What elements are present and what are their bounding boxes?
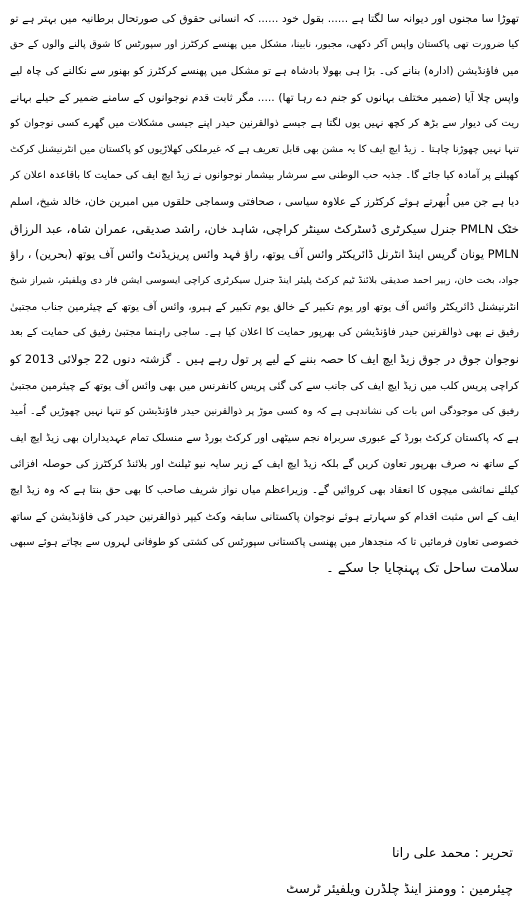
article-line: کھیلنے پر آمادہ کیا جائے گا۔ جذبہ حب الوطنی سے سرشار بیشمار نوجوانوں نے زیڈ ایچ ایف کی حمایت کا باقاعدہ اعلان کر: [10, 170, 519, 182]
article-line: خٹک PMLN جنرل سیکرٹری ڈسٹرکٹ سینٹر کراچی، شاہد خان، راشد صدیقی، عمران شاہ، عبد الرزاق: [10, 221, 519, 236]
article-line: کیلئے نمائشی میچوں کا انعقاد بھی کروائیں گے۔ وزیراعظم میاں نواز شریف صاحب کا بھی حق بنتا ہے کہ وہ زیڈ ایچ: [10, 484, 519, 497]
article-line: واپس چلا آیا (ضمیر مختلف بہانوں کو جنم دے رہا تھا) ..... مگر ثابت قدم نوجوانوں کے سامنے ضمیر کے حیلے بہانے: [10, 90, 519, 104]
article-line: تنہا نہیں چھوڑنا چاہتا ۔ زیڈ ایچ ایف کا یہ مشن بھی قابل تعریف ہے کہ غیرملکی کھلاڑیوں کو پاکستان میں انٹرنیشنل کرکٹ: [10, 143, 519, 155]
article-line: خصوصی تعاون فرمائیں تا کہ منجدھار میں پھنسی پاکستانی سپورٹس کی کشتی کو طوفانی لہروں سے بچاتے ہوئے سبھی: [10, 536, 519, 548]
article-line: رفیق کی موجودگی اس بات کی نشاندہی ہے کہ وہ کسی موڑ پر ذوالقرنین حیدر فاؤنڈیشن کو تنہا نہیں چھوڑیں گے۔ اُمید: [10, 405, 519, 417]
article-line-last: سلامت ساحل تک پہنچایا جا سکے ۔: [326, 560, 519, 576]
article-line: کراچی پریس کلب میں زیڈ ایچ ایف کی جانب سے کی گئی پریس کانفرنس میں بھی وائس آف یوتھ کے چیئرمین مجتبیٰ: [10, 379, 519, 392]
article-line: انٹرنیشنل ڈائریکٹر وائس آف یوتھ اور یوم تکبیر کے خالق یوم تکبیر کے ہیرو، وائس آف یوتھ کے چیئرمین جناب مجتبیٰ: [10, 301, 519, 314]
article-line: کے ساتھ نہ صرف بھرپور تعاون کریں گے بلکہ زیڈ ایچ ایف کے زیر سایہ نیو ٹیلنٹ اور بلائنڈ کرکٹرز کی حوصلہ افزائی: [10, 458, 519, 471]
article-line: جواد، بخت خان، زبیر احمد صدیقی بلائنڈ ٹیم کرکٹ پلیئر اینڈ جنرل سیکرٹری کراچی ایسوسی ایشن فار دی ویلفیئر، شیراز شیخ: [10, 274, 519, 286]
article-line: PMLN یونان گریس اینڈ انٹرنل ڈائریکٹر وائس آف یوتھ، راؤ فہد وائس پریزیڈنٹ وائس آف یوتھ (بحرین) ، راؤ: [10, 247, 519, 261]
article-line: رفیق نے بھی ذوالقرنین حیدر فاؤنڈیشن کی بھرپور حمایت کا اعلان کیا ہے۔ ساجی راہنما مجتبیٰ رفیق کی حمایت کے بعد: [10, 327, 519, 339]
article-line: دیا ہے جن میں اُبھرتے ہوئے کرکٹرز کے علاوہ سیاسی ، صحافتی وسماجی حلقوں میں امبرین خان، خالد شیخ، اسلم: [10, 195, 519, 209]
organization-credit: چیئرمین : وومنز اینڈ چلڈرن ویلفیئر ٹرسٹ: [286, 882, 513, 897]
article-line: نوجوان جوق در جوق زیڈ ایچ ایف کا حصہ بننے کے لیے پر تول رہے ہیں ۔ گزشتہ دنوں 22 جولائی 2013 کو: [10, 352, 519, 367]
article-line: تھوڑا سا مجنوں اور دیوانہ سا لگتا ہے ...... بقول خود ...... کہ انسانی حقوق کی صورتحال برطانیہ میں بہتر ہے تو: [10, 12, 519, 25]
article-line: ریت کی دیوار سے بڑھ کر کچھ نہیں یوں لگتا ہے جیسے ذوالقرنین حیدر اپنے جیسی مشکلات میں گھرے کسی نوجوان کو: [10, 117, 519, 129]
article-line: میں فاؤنڈیشن (ادارہ) بنانے کی۔ بڑا ہی بھولا بادشاہ ہے تو مشکل میں پھنسے کرکٹرز کو بھنور سے نکالنے کی چاہ لیے: [10, 65, 519, 78]
author-credit: تحریر : محمد علی رانا: [392, 846, 513, 861]
article-line: ہے کہ پاکستان کرکٹ بورڈ کے عبوری سربراہ نجم سیٹھی اور کرکٹ بورڈ سے منسلک تمام عہدیداران بھی زیڈ ایچ ایف: [10, 432, 519, 444]
article-line: کیا ضرورت تھی پاکستان واپس آکر دکھی، مجبور، نابینا، مشکل میں پھنسے کرکٹرز اور سپورٹس کا شوق پالنے والوں کے حق: [10, 39, 519, 51]
article-line: ایف کے اس مثبت اقدام کو سہارتے ہوئے نوجوان پاکستانی سابقہ وکٹ کیپر ذوالقرنین حیدر کی فاؤنڈیشن کے ساتھ: [10, 509, 519, 523]
